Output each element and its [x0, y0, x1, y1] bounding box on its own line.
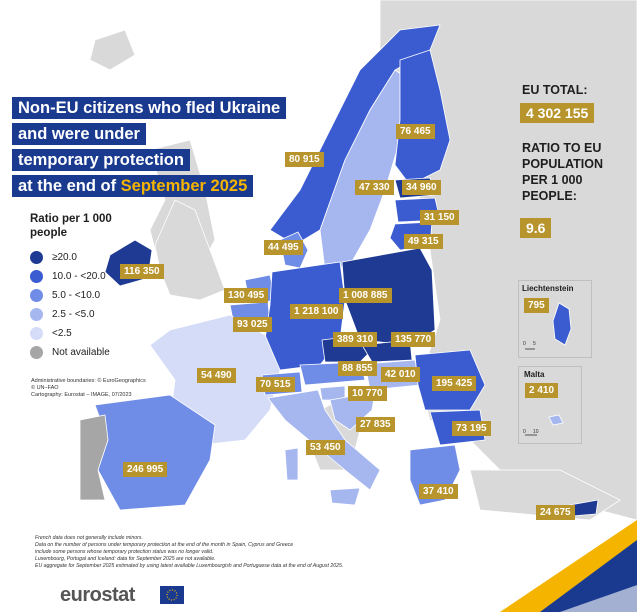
scale-label: 0	[523, 341, 526, 347]
legend-item	[30, 250, 77, 264]
value-badge-latvia: 31 150	[420, 210, 459, 225]
ratio-value: 9.6	[520, 218, 551, 238]
title-line-4	[12, 175, 253, 197]
legend-item	[30, 345, 110, 359]
value-badge-sweden: 47 330	[355, 180, 394, 195]
value-badge-cyprus: 24 675	[536, 505, 575, 520]
ratio-label-line: PER 1 000	[522, 173, 583, 187]
value-badge-france: 54 490	[197, 368, 236, 383]
value-badge-bulgaria: 73 195	[452, 421, 491, 436]
value-badge-croatia: 27 835	[356, 417, 395, 432]
credit-line: Administrative boundaries: © EuroGeographics	[31, 378, 146, 384]
eu-flag-icon	[160, 586, 184, 604]
credit-line: © UN–FAO	[31, 385, 59, 391]
value-badge-romania: 195 425	[432, 376, 476, 391]
eurostat-logo: eurostat	[60, 584, 135, 606]
legend-title: Ratio per 1 000 people	[30, 213, 112, 239]
legend-item	[30, 326, 72, 340]
footnote: Data on the number of persons under temporary protection at the end of the month in Spain, Cyprus and Greece	[35, 542, 294, 548]
inset-title-malta: Malta	[524, 370, 545, 379]
ratio-label-line: RATIO TO EU	[522, 141, 602, 155]
legend-item	[30, 307, 95, 321]
legend-label: Not available	[52, 346, 110, 358]
ratio-label-line: PEOPLE:	[522, 189, 577, 203]
legend-label: 10.0 - <20.0	[52, 270, 106, 282]
scale-label: 10	[533, 429, 539, 435]
value-badge-austria: 88 855	[338, 361, 377, 376]
value-badge-belgium: 93 025	[233, 317, 272, 332]
legend-swatch	[30, 251, 43, 264]
value-badge-norway: 80 915	[285, 152, 324, 167]
value-badge-italy: 53 450	[306, 440, 345, 455]
legend-item	[30, 288, 100, 302]
footnote: French data does not generally include minors.	[35, 535, 143, 541]
value-badge-poland: 1 008 885	[339, 288, 392, 303]
value-badge-hungary: 42 010	[381, 367, 420, 382]
legend-swatch	[30, 327, 43, 340]
country-sicily	[330, 488, 360, 505]
legend-swatch	[30, 308, 43, 321]
footnote: Luxembourg, Portugal and Iceland: data for September 2025 are not available.	[35, 556, 216, 562]
eu-total-value: 4 302 155	[520, 103, 594, 123]
value-badge-greece: 37 410	[419, 484, 458, 499]
legend-label: 2.5 - <5.0	[52, 308, 95, 320]
title-highlight: September 2025	[120, 177, 248, 195]
value-badge-liechtenstein: 795	[524, 298, 549, 313]
country-ireland	[105, 240, 152, 286]
value-badge-netherlands: 130 495	[224, 288, 268, 303]
value-badge-ireland: 116 350	[120, 264, 164, 279]
eu-total-label: EU TOTAL:	[522, 83, 588, 97]
value-badge-czechia: 389 310	[333, 332, 377, 347]
value-badge-switzerland: 70 515	[256, 377, 295, 392]
footnote: include some persons whose temporary protection status was no longer valid.	[35, 549, 214, 555]
value-badge-estonia: 34 960	[402, 180, 441, 195]
ratio-label-line: POPULATION	[522, 157, 604, 171]
title-prefix: at the end of	[18, 177, 121, 195]
inset-liechtenstein	[518, 280, 592, 358]
value-badge-slovakia: 135 770	[391, 332, 435, 347]
footnote: EU aggregate for September 2025 estimated by using latest available Luxembourgish and Portuguese data at the end of August 2025.	[35, 563, 344, 569]
title-line-1: Non-EU citizens who fled Ukraine	[12, 97, 286, 119]
value-badge-spain: 246 995	[123, 462, 167, 477]
scale-label: 0	[523, 429, 526, 435]
legend-swatch	[30, 289, 43, 302]
value-badge-finland: 76 465	[396, 124, 435, 139]
value-badge-germany: 1 218 100	[290, 304, 343, 319]
legend-swatch	[30, 346, 43, 359]
legend-swatch	[30, 270, 43, 283]
legend-item	[30, 269, 106, 283]
legend-label: 5.0 - <10.0	[52, 289, 101, 301]
eu-swoosh	[500, 520, 637, 612]
credit-line: Cartography: Eurostat – IMAGE, 07/2023	[31, 392, 132, 398]
title-line-3: temporary protection	[12, 149, 190, 171]
liechtenstein-shape	[519, 281, 591, 357]
value-badge-malta: 2 410	[525, 383, 558, 398]
scale-label: 5	[533, 341, 536, 347]
legend-label: <2.5	[52, 327, 72, 339]
value-badge-lithuania: 49 315	[404, 234, 443, 249]
malta-shape	[519, 367, 581, 443]
value-badge-denmark: 44 495	[264, 240, 303, 255]
inset-malta	[518, 366, 582, 444]
inset-title-liechtenstein: Liechtenstein	[522, 284, 574, 293]
value-badge-slovenia: 10 770	[348, 386, 387, 401]
title-line-2: and were under	[12, 123, 146, 145]
country-sardinia	[285, 448, 298, 480]
legend-label: ≥20.0	[52, 251, 77, 263]
